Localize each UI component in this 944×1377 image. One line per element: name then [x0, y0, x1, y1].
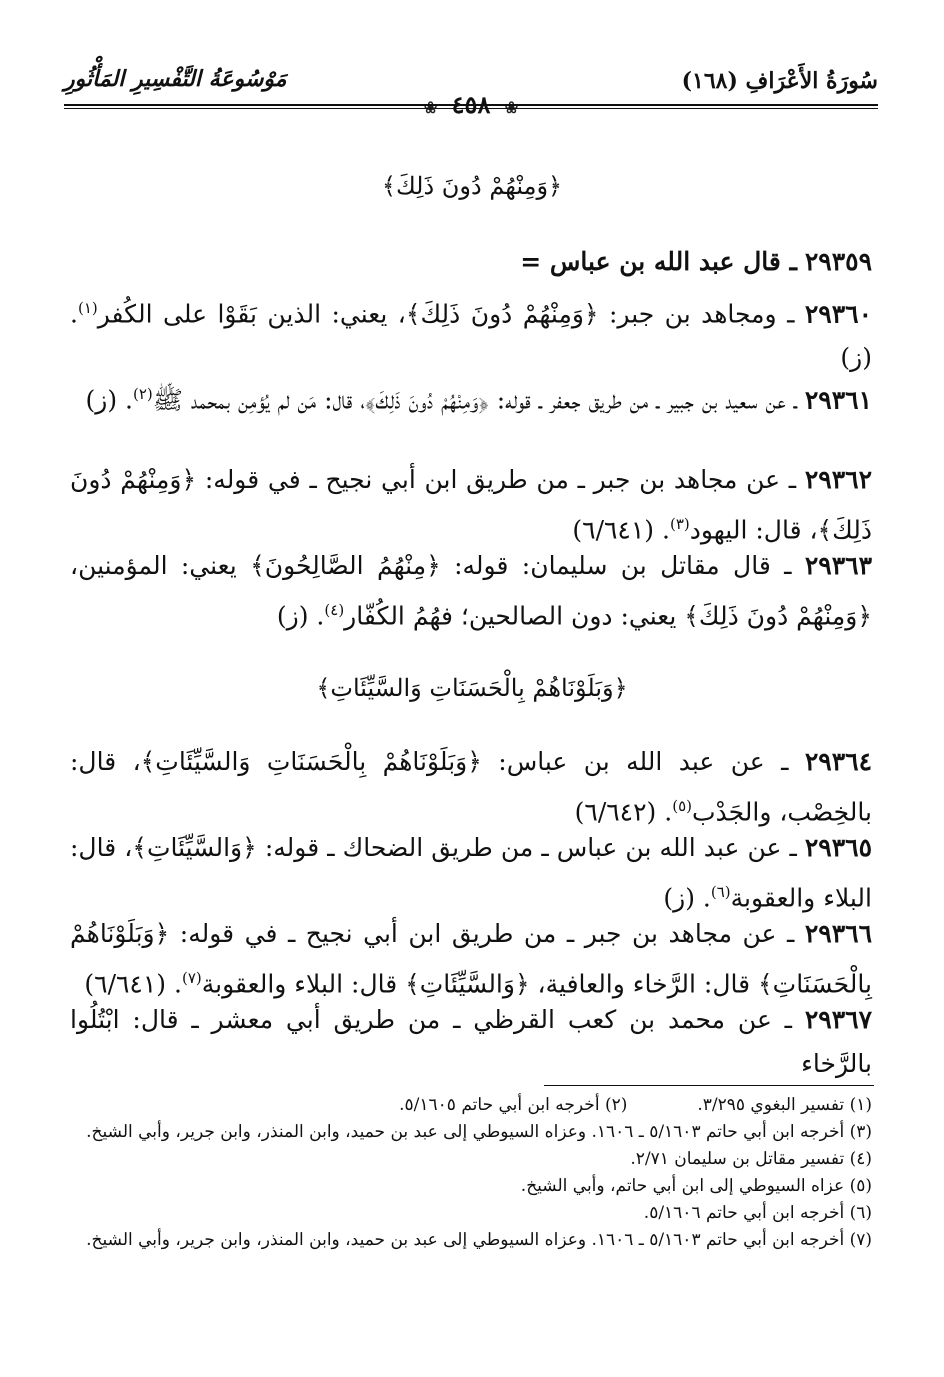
- entry-29365: [70, 826, 872, 920]
- footnote-ref[interactable]: (٢): [132, 385, 153, 403]
- footnote-ref[interactable]: (٤): [324, 601, 345, 619]
- entry-number: ٢٩٣٦٥: [804, 833, 873, 862]
- entry-29366: [70, 912, 872, 1006]
- ornament-icon: ❀: [423, 98, 438, 117]
- entry-text: ـ عن سعيد بن جبير ـ من طريق جعفر ـ قوله: ﴿وَمِنْهُمْ دُونَ ذَلِكَ﴾، قال: مَن لم يُؤمِن بمحمد ﷺ: [152, 385, 797, 415]
- footnote-ref[interactable]: (٧): [181, 969, 202, 987]
- section-heading: ﴿وَمِنْهُمْ دُونَ ذَلِكَ﴾: [381, 172, 563, 200]
- footnote-2: (٢) أخرجه ابن أبي حاتم ٥/١٦٠٥.: [399, 1095, 628, 1115]
- entry-29359: [70, 240, 872, 284]
- entry-ref: . (٦/٦٤٢): [574, 797, 673, 827]
- entry-number: ٢٩٣٦٤: [804, 747, 872, 776]
- entry-text: ـ قال عبد الله بن عباس =: [520, 247, 797, 276]
- page-header: [64, 60, 878, 118]
- footnote-ref[interactable]: (٥): [672, 797, 692, 815]
- entry-text: ـ عن عبد الله بن عباس: ﴿وَبَلَوْنَاهُمْ بِالْحَسَنَاتِ وَالسَّيِّئَاتِ﴾، قال: بالخِصْب، والجَدْب: [70, 747, 872, 827]
- footnote-6: (٦) أخرجه ابن أبي حاتم ٥/١٦٠٦.: [643, 1203, 872, 1223]
- footnote-divider: [544, 1085, 874, 1086]
- entry-29363: [70, 544, 872, 638]
- entry-text: ـ عن عبد الله بن عباس ـ من طريق الضحاك ـ قوله: ﴿وَالسَّيِّئَاتِ﴾، قال: البلاء والعقوبة: [70, 833, 872, 913]
- section-heading: ﴿وَبَلَوْنَاهُمْ بِالْحَسَنَاتِ وَالسَّيِّئَاتِ﴾: [316, 674, 628, 702]
- page-number: ٤٥٨: [451, 90, 491, 119]
- footnote-5: (٥) عزاه السيوطي إلى ابن أبي حاتم، وأبي الشيخ.: [520, 1176, 872, 1196]
- entry-text: ـ ومجاهد بن جبر: ﴿وَمِنْهُمْ دُونَ ذَلِكَ﴾، يعني: الذين بَقَوْا على الكُفر: [97, 299, 795, 329]
- footnote-ref[interactable]: (٦): [710, 883, 731, 901]
- entry-29364: [70, 740, 872, 834]
- ornament-icon: ❀: [504, 98, 519, 117]
- entry-number: ٢٩٣٦٣: [804, 551, 872, 580]
- footnotes: [70, 1092, 872, 1254]
- footnote-3: (٣) أخرجه ابن أبي حاتم ٥/١٦٠٣ ـ ١٦٠٦. وعزاه السيوطي إلى عبد بن حميد، وابن المنذر، وابن جرير، وأبي الشيخ.: [86, 1122, 872, 1142]
- entry-text: ـ عن مجاهد بن جبر ـ من طريق ابن أبي نجيح ـ في قوله: ﴿وَمِنْهُمْ دُونَ ذَلِكَ﴾، قال: اليهود: [70, 465, 872, 545]
- surah-title: سُورَةُ الأَعْرَافِ (١٦٨): [681, 68, 878, 94]
- footnote-row: [70, 1092, 872, 1119]
- entry-ref: . (٦/٦٤١): [572, 515, 670, 545]
- entry-29360: [70, 286, 872, 380]
- footnote-4: (٤) تفسير مقاتل بن سليمان ٢/٧١.: [630, 1149, 872, 1169]
- entry-number: ٢٩٣٦٠: [804, 299, 872, 329]
- entry-29361: [70, 372, 872, 422]
- entry-ref: . (ز): [85, 385, 133, 415]
- entry-ref: . (ز): [276, 601, 325, 631]
- book-title: مَوْسُوعَةُ التَّفْسِيرِ المَأْثُورِ: [64, 66, 287, 92]
- entry-29362: [70, 458, 872, 552]
- entry-29367: [70, 998, 872, 1086]
- header-divider: [64, 104, 878, 106]
- footnote-7: (٧) أخرجه ابن أبي حاتم ٥/١٦٠٣ ـ ١٦٠٦. وعزاه السيوطي إلى عبد بن حميد، وابن المنذر، وابن جرير، وأبي الشيخ.: [86, 1230, 872, 1250]
- entry-number: ٢٩٣٥٩: [804, 247, 872, 276]
- entry-number: ٢٩٣٦٧: [804, 1005, 872, 1034]
- entry-ref: . (ز): [70, 299, 872, 373]
- footnote-ref[interactable]: (٣): [669, 515, 690, 533]
- entry-text: ـ قال مقاتل بن سليمان: قوله: ﴿مِنْهُمُ الصَّالِحُونَ﴾ يعني: المؤمنين، ﴿وَمِنْهُمْ دُونَ ذَلِكَ﴾ يعني: دون الصالحين؛ فهُمُ الكُفّار: [70, 551, 872, 631]
- entry-text: ـ عن مجاهد بن جبر ـ من طريق ابن أبي نجيح ـ في قوله: ﴿وَبَلَوْنَاهُمْ بِالْحَسَنَاتِ﴾ قال: الرَّخاء والعافية، ﴿وَالسَّيِّئَاتِ﴾ قال: البلاء والعقوبة: [70, 919, 872, 999]
- entry-ref: . (ز): [663, 883, 711, 913]
- entry-ref: . (٦/٦٤١): [84, 969, 182, 999]
- entry-number: ٢٩٣٦٦: [804, 919, 872, 948]
- entry-number: ٢٩٣٦٢: [804, 465, 872, 494]
- footnote-1: (١) تفسير البغوي ٣/٢٩٥.: [697, 1095, 872, 1115]
- header-divider: [64, 108, 878, 109]
- entry-text: ـ عن محمد بن كعب القرظي ـ من طريق أبي معشر ـ قال: ابْتُلُوا بالرَّخاء: [70, 1005, 872, 1078]
- entry-number: ٢٩٣٦١: [804, 385, 872, 415]
- footnote-ref[interactable]: (١): [77, 299, 98, 317]
